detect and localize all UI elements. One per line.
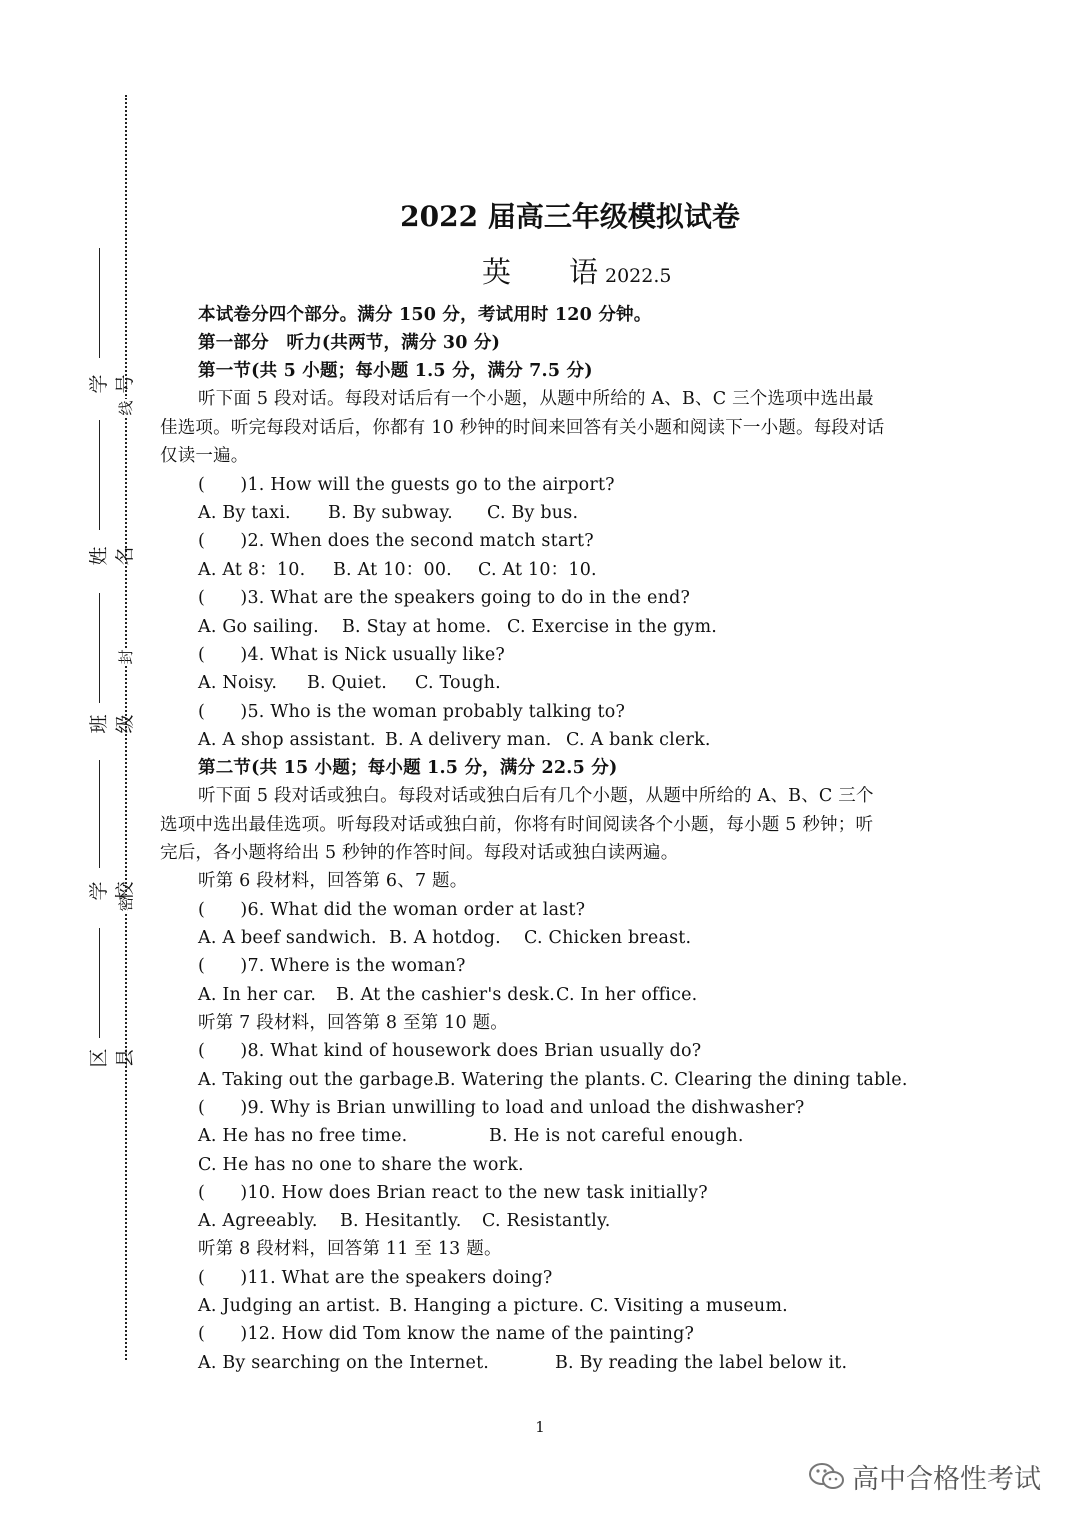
student-id-line	[99, 248, 100, 358]
question-stem: ( )2. When does the second match start?	[198, 531, 594, 551]
name-line	[99, 420, 100, 530]
option-c: C. Resistantly.	[482, 1211, 611, 1231]
option-a: A. Judging an artist.	[198, 1296, 381, 1316]
question-stem: ( )6. What did the woman order at last?	[198, 900, 586, 920]
exam-date: 2022.5	[605, 265, 672, 287]
option-b: B. A delivery man.	[385, 730, 552, 750]
option-a: A. Agreeably.	[198, 1211, 318, 1231]
option-b: B. By subway.	[328, 503, 453, 523]
seal-char-secret: 密	[117, 896, 135, 912]
section2-instruction-line: 完后，各小题将给出 5 秒钟的作答时间。每段对话或独白读两遍。	[160, 843, 679, 863]
option-a: A. By searching on the Internet.	[198, 1353, 490, 1373]
option-c: C. A bank clerk.	[566, 730, 711, 750]
district-label: 区县	[88, 1046, 136, 1068]
option-b: B. A hotdog.	[389, 928, 501, 948]
seal-char-line: 线	[117, 400, 135, 416]
part1-heading: 第一部分 听力(共两节，满分 30 分)	[198, 333, 501, 353]
option-b: B. At 10：00.	[333, 560, 452, 580]
question-stem: ( )12. How did Tom know the name of the painting?	[198, 1324, 695, 1344]
option-a: A. At 8：10.	[198, 560, 306, 580]
class-label: 班级	[88, 712, 136, 734]
question-stem: ( )4. What is Nick usually like?	[198, 645, 505, 665]
question-stem: ( )7. Where is the woman?	[198, 956, 466, 976]
option-b: B. At the cashier's desk.	[336, 985, 555, 1005]
section2-heading: 第二节(共 15 小题；每小题 1.5 分，满分 22.5 分)	[198, 758, 618, 778]
option-a: A. A beef sandwich.	[198, 928, 377, 948]
option-a: A. Go sailing.	[198, 617, 319, 637]
option-a: A. In her car.	[198, 985, 317, 1005]
option-a: A. Taking out the garbage.	[198, 1070, 440, 1090]
page-number: 1	[535, 1418, 545, 1436]
section2-instruction-line: 听下面 5 段对话或独白。每段对话或独白后有几个小题，从题中所给的 A、B、C 三个	[198, 786, 874, 806]
option-c: C. By bus.	[487, 503, 579, 523]
section1-heading: 第一节(共 5 小题；每小题 1.5 分，满分 7.5 分)	[198, 361, 593, 381]
seal-char-seal: 封	[117, 649, 135, 665]
section2-instruction-line: 选项中选出最佳选项。听每段对话或独白前，你将有时间阅读各个小题，每小题 5 秒钟；听	[160, 815, 874, 835]
school-label: 学校	[88, 879, 136, 901]
question-stem: ( )9. Why is Brian unwilling to load and unload the dishwasher?	[198, 1098, 805, 1118]
option-b: B. Stay at home.	[342, 617, 492, 637]
option-c: C. Clearing the dining table.	[650, 1070, 908, 1090]
question-stem: ( )11. What are the speakers doing?	[198, 1268, 553, 1288]
section1-instruction-line: 听下面 5 段对话。每段对话后有一个小题，从题中所给的 A、B、C 三个选项中选出最	[198, 389, 874, 409]
option-c: C. Visiting a museum.	[590, 1296, 788, 1316]
option-b: B. Hanging a picture.	[389, 1296, 585, 1316]
student-id-label: 学号	[88, 372, 136, 394]
school-line	[99, 760, 100, 868]
option-c: C. In her office.	[556, 985, 698, 1005]
option-a: A. By taxi.	[198, 503, 291, 523]
subject-title: 英 语	[482, 255, 599, 289]
intro-text: 本试卷分四个部分。满分 150 分，考试用时 120 分钟。	[198, 305, 652, 325]
class-line	[99, 593, 100, 703]
option-a: A. He has no free time.	[198, 1126, 408, 1146]
question-stem: ( )1. How will the guests go to the airport?	[198, 475, 615, 495]
group-heading: 听第 7 段材料，回答第 8 至第 10 题。	[198, 1013, 509, 1033]
option-c: C. He has no one to share the work.	[198, 1155, 524, 1175]
option-c: C. Chicken breast.	[524, 928, 692, 948]
option-a: A. Noisy.	[198, 673, 278, 693]
option-b: B. Hesitantly.	[340, 1211, 462, 1231]
option-a: A. A shop assistant.	[198, 730, 376, 750]
wechat-icon	[808, 1462, 846, 1492]
section1-instruction-line: 佳选项。听完每段对话后，你都有 10 秒钟的时间来回答有关小题和阅读下一小题。每段对话	[160, 418, 885, 438]
option-c: C. At 10：10.	[478, 560, 597, 580]
option-b: B. Watering the plants.	[437, 1070, 647, 1090]
option-b: B. By reading the label below it.	[555, 1353, 848, 1373]
group-heading: 听第 8 段材料，回答第 11 至 13 题。	[198, 1239, 502, 1259]
section1-instruction-line: 仅读一遍。	[160, 446, 249, 466]
question-stem: ( )3. What are the speakers going to do in the end?	[198, 588, 691, 608]
question-stem: ( )10. How does Brian react to the new task initially?	[198, 1183, 708, 1203]
question-stem: ( )5. Who is the woman probably talking to?	[198, 702, 626, 722]
name-label: 姓名	[88, 544, 136, 566]
option-b: B. He is not careful enough.	[489, 1126, 744, 1146]
option-b: B. Quiet.	[307, 673, 387, 693]
option-c: C. Tough.	[415, 673, 501, 693]
exam-title: 2022 届高三年级模拟试卷	[400, 200, 740, 233]
group-heading: 听第 6 段材料，回答第 6、7 题。	[198, 871, 468, 891]
option-c: C. Exercise in the gym.	[507, 617, 718, 637]
question-stem: ( )8. What kind of housework does Brian usually do?	[198, 1041, 702, 1061]
watermark-text: 高中合格性考试	[852, 1464, 1041, 1495]
district-line	[99, 928, 100, 1038]
